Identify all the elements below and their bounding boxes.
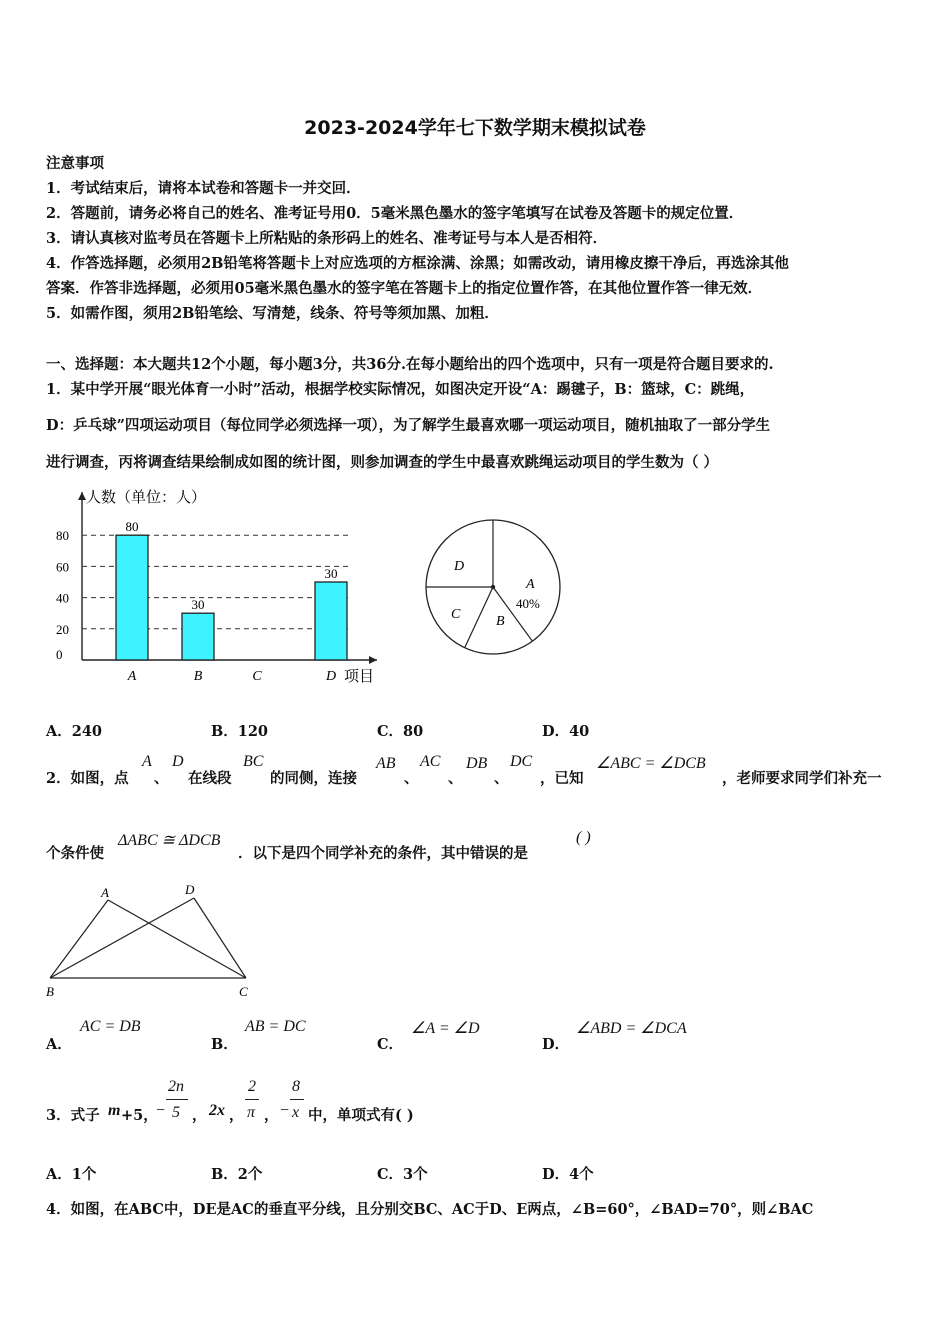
x-tick-label-b: B — [193, 669, 203, 684]
x-tick-label-a: A — [127, 669, 137, 684]
q3-comma-1: ， — [192, 1107, 207, 1124]
q2-option-b-letter[interactable]: B． — [211, 1036, 238, 1053]
x-tick-label-d: D — [325, 669, 337, 684]
q2-triangle-figure — [42, 878, 257, 1000]
q2-sep-4: 、 — [494, 770, 509, 787]
notice-item-5: 5．如需作图，须用2B铅笔绘、写清楚，线条、符号等须加黑、加粗． — [46, 305, 499, 322]
notice-item-4: 4．作答选择题，必须用2B铅笔将答题卡上对应选项的方框涂满、涂黑；如需改动，请用橡皮擦干净后，再选涂其他 — [46, 255, 789, 272]
q2-ac: AC — [420, 753, 441, 770]
q2-text-2: 的同侧，连接 — [270, 770, 357, 787]
q2-option-c-letter[interactable]: C． — [377, 1036, 404, 1053]
q3-minus-1: − — [155, 1102, 166, 1119]
q3-frac1-den: 5 — [172, 1104, 180, 1121]
section-heading: 一、选择题：本大题共12个小题，每小题3分，共36分.在每小题给出的四个选项中，只有一项是符合题目要求的. — [46, 356, 774, 373]
q2-sep-2: 、 — [404, 770, 419, 787]
q2-sep-3: 、 — [448, 770, 463, 787]
q2-text-5: 个条件使 — [46, 845, 104, 862]
q1-line-1: 1．某中学开展“眼光体育一小时”活动，根据学校实际情况，如图决定开设“A：踢毽子，B：篮球，C：跳绳， — [46, 381, 755, 398]
y-axis-label: 人数（单位：人） — [86, 490, 207, 506]
q1-option-c[interactable]: C．80 — [377, 723, 424, 740]
y-tick-label: 60 — [56, 559, 69, 575]
page-title: 2023-2024学年七下数学期末模拟试卷 — [304, 117, 646, 139]
pie-divider — [465, 587, 493, 648]
q3-comma-2: ， — [229, 1107, 244, 1124]
bar-chart — [40, 482, 390, 692]
q2-ab: AB — [376, 755, 396, 772]
pie-annotation-a: 40% — [516, 596, 540, 611]
pie-label-a: A — [526, 577, 535, 592]
q3-frac1-bar — [166, 1099, 188, 1100]
notice-item-1: 1．考试结束后，请将本试卷和答题卡一并交回． — [46, 180, 361, 197]
q3-m: m — [108, 1102, 121, 1119]
x-axis-arrow — [369, 656, 377, 664]
q2-sep-1: 、 — [154, 770, 169, 787]
q3-minus-2: − — [279, 1102, 290, 1119]
label-b: B — [46, 984, 54, 999]
q3-2x: 2x — [209, 1102, 225, 1119]
q3-option-a[interactable]: A．1个 — [46, 1166, 97, 1183]
q2-segment-bc: BC — [243, 753, 264, 770]
label-c: C — [239, 984, 248, 999]
q3-frac3-num: 8 — [292, 1078, 300, 1095]
q2-point-d: D — [172, 753, 184, 770]
q2-option-c[interactable]: ∠A = ∠D — [411, 1020, 480, 1037]
notice-item-3: 3．请认真核对监考员在答题卡上所粘贴的条形码上的姓名、准考证号与本人是否相符． — [46, 230, 608, 247]
q2-congruence: ΔABC ≅ ΔDCB — [118, 832, 221, 849]
q1-option-d[interactable]: D．40 — [542, 723, 590, 740]
q2-option-d[interactable]: ∠ABD = ∠DCA — [576, 1020, 687, 1037]
q4-line: 4．如图，在ABC中，DE是AC的垂直平分线，且分别交BC、AC于D、E两点，∠B=60°，∠BAD=70°，则∠BAC — [46, 1201, 814, 1218]
q1-line-2: D：乒乓球”四项运动项目（每位同学必须选择一项），为了解学生最喜欢哪一项运动项目，随机抽取了一部分学生 — [46, 417, 771, 434]
data-label-a: 80 — [125, 519, 139, 535]
label-a: A — [101, 885, 109, 900]
q2-number: 2．如图，点 — [46, 770, 129, 787]
label-d: D — [185, 882, 195, 897]
bar-a — [116, 535, 148, 660]
q2-answer-paren: ( ) — [576, 829, 591, 846]
y-tick-label: 0 — [56, 647, 63, 662]
q2-dc: DC — [510, 753, 533, 770]
data-label-d: 30 — [324, 566, 338, 581]
segment-ba — [50, 900, 108, 978]
q3-option-c[interactable]: C．3个 — [377, 1166, 428, 1183]
q3-frac2-num: 2 — [248, 1078, 256, 1095]
q1-option-b[interactable]: B．120 — [211, 723, 269, 740]
q3-frac2-bar — [245, 1099, 259, 1100]
q3-frac3-den: x — [292, 1104, 300, 1121]
q1-line-3: 进行调查，丙将调查结果绘制成如图的统计图，则参加调查的学生中最喜欢跳绳运动项目的学生数为（ ） — [46, 454, 719, 471]
y-tick-label: 80 — [56, 528, 69, 544]
q3-frac1-num: 2n — [168, 1078, 184, 1095]
y-tick-label: 40 — [56, 590, 69, 606]
segment-bd — [50, 898, 194, 978]
q2-text-6: ．以下是四个同学补充的条件，其中错误的是 — [238, 845, 528, 862]
pie-chart — [418, 510, 568, 665]
segment-ac — [108, 900, 246, 978]
pie-center — [491, 585, 495, 589]
x-axis-label: 项目 — [344, 669, 375, 685]
q2-point-a: A — [142, 753, 152, 770]
q1-option-a[interactable]: A．240 — [46, 723, 103, 740]
q2-text-1: 在线段 — [188, 770, 232, 787]
q2-option-a-letter[interactable]: A． — [46, 1036, 72, 1053]
q2-given-condition: ∠ABC = ∠DCB — [596, 755, 706, 772]
notice-heading: 注意事项 — [46, 155, 104, 172]
q2-option-b[interactable]: AB = DC — [245, 1018, 306, 1035]
q3-option-d[interactable]: D．4个 — [542, 1166, 594, 1183]
q3-comma-3: ， — [264, 1107, 279, 1124]
q2-option-a[interactable]: AC = DB — [80, 1018, 141, 1035]
x-tick-label-c: C — [252, 669, 262, 684]
q2-text-3: ，已知 — [540, 770, 584, 787]
segment-dc — [194, 898, 246, 978]
q3-plus5: +5， — [121, 1107, 158, 1124]
y-tick-label: 20 — [56, 621, 69, 637]
notice-item-4-cont: 答案．作答非选择题，必须用05毫米黑色墨水的签字笔在答题卡上的指定位置作答，在其他位置作答一律无效． — [46, 280, 763, 297]
q3-start: 3．式子 — [46, 1107, 100, 1124]
q2-db: DB — [466, 755, 488, 772]
bar-d — [315, 582, 347, 660]
pie-label-d: D — [454, 559, 465, 574]
q3-frac2-den: π — [247, 1104, 256, 1121]
notice-item-2: 2．答题前，请务必将自己的姓名、准考证号用0．5毫米黑色墨水的签字笔填写在试卷及答题卡的规定位置． — [46, 205, 744, 222]
pie-label-c: C — [451, 607, 461, 622]
q3-frac3-bar — [290, 1099, 304, 1100]
y-axis-arrow — [78, 492, 86, 500]
bar-b — [182, 613, 214, 660]
q2-option-d-letter[interactable]: D． — [542, 1036, 570, 1053]
q3-option-b[interactable]: B．2个 — [211, 1166, 263, 1183]
data-label-b: 30 — [191, 597, 205, 613]
q3-end: 中，单项式有( ) — [308, 1107, 414, 1124]
pie-label-b: B — [496, 614, 505, 629]
q2-text-4: ，老师要求同学们补充一 — [722, 770, 882, 787]
